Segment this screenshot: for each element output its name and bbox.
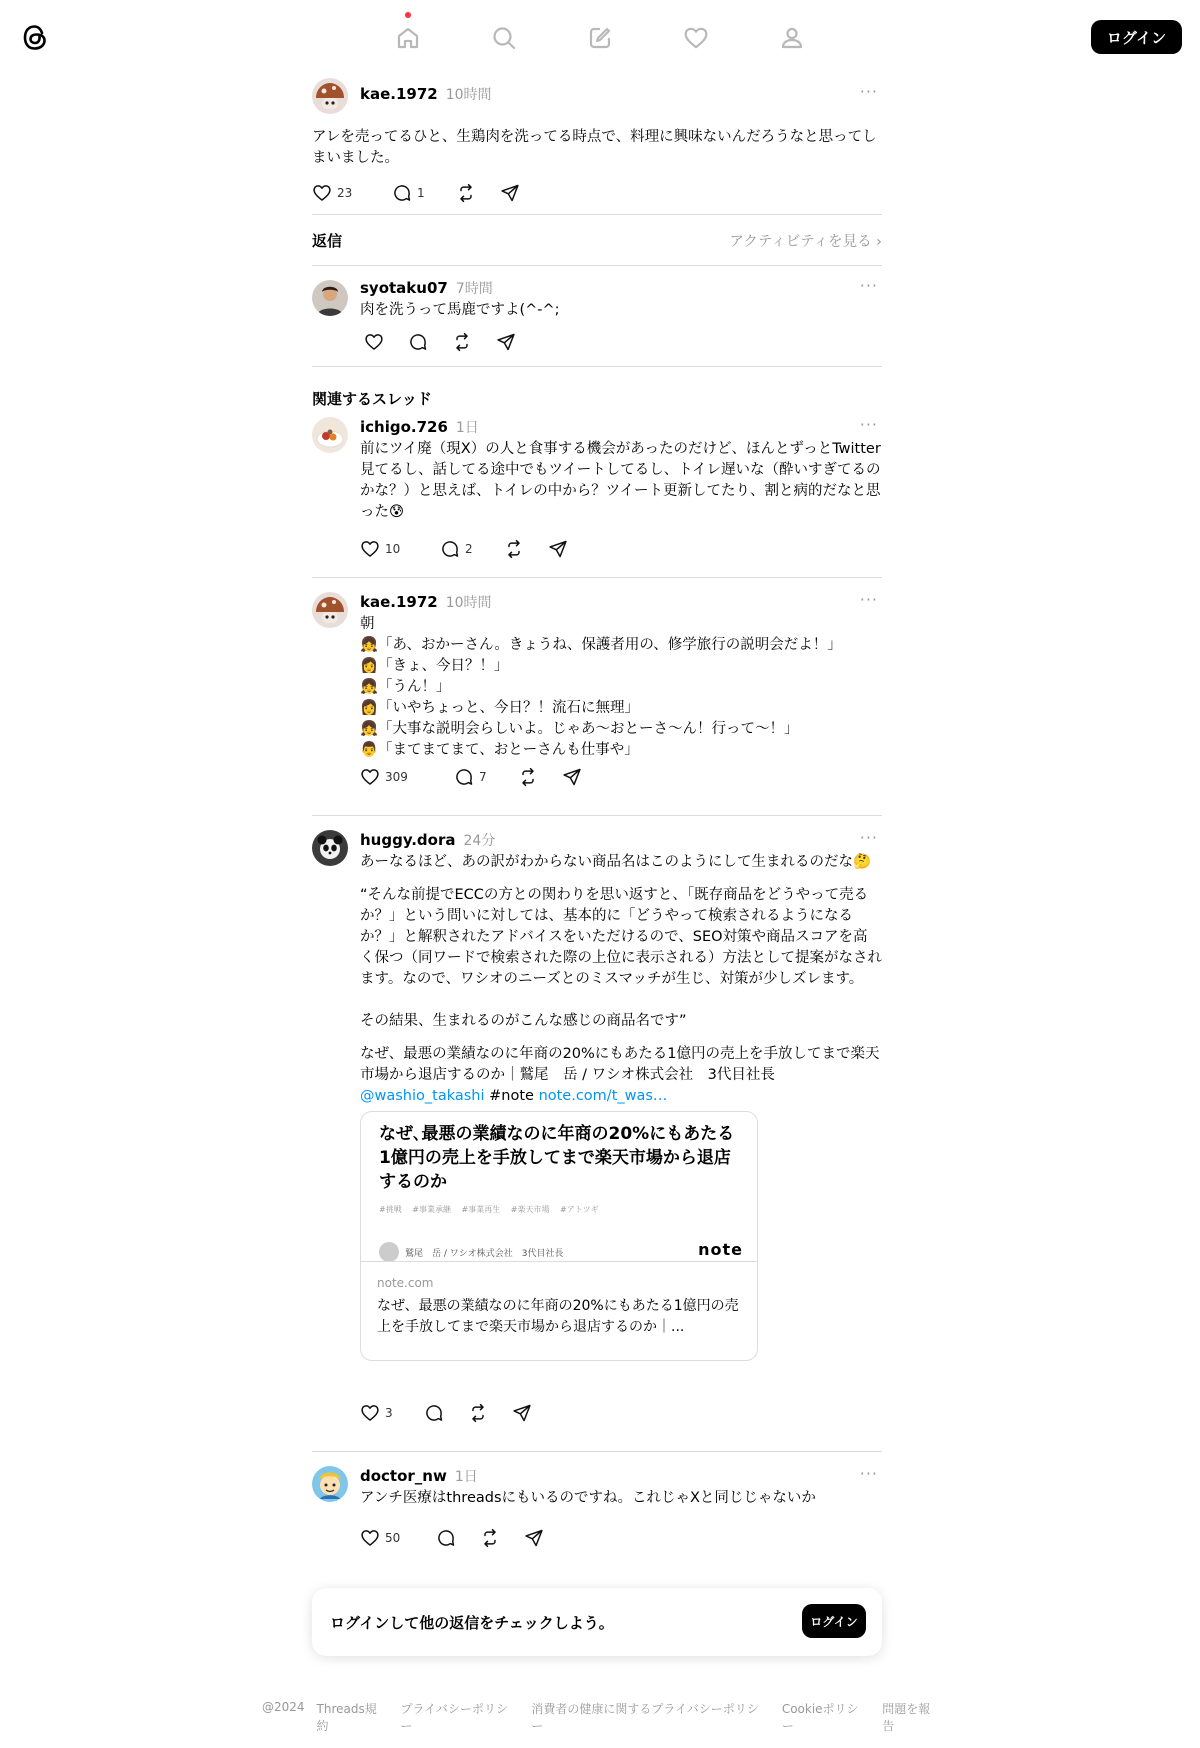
card-author: 鷲尾 岳 / ワシオ株式会社 3代目社長 — [379, 1242, 563, 1262]
more-options-icon[interactable]: ··· — [859, 415, 878, 434]
card-description: なぜ、最悪の業績なのに年商の20%にもあたる1億円の売上を手放してまで楽天市場から退店するのか｜... — [377, 1298, 739, 1335]
share-icon — [562, 767, 582, 787]
username[interactable]: kae.1972 — [360, 593, 438, 611]
card-image-title: なぜ､最悪の業績なのに年商の20%にもあたる1億円の売上を手放してまで楽天市場から退店するのか — [379, 1124, 735, 1192]
timestamp[interactable]: 1日 — [454, 1469, 478, 1485]
share-button[interactable] — [496, 332, 540, 352]
profile-icon — [779, 25, 805, 51]
like-button[interactable]: 50 — [360, 1528, 436, 1548]
post-header — [360, 278, 493, 298]
reply-button[interactable] — [408, 332, 452, 352]
footer-link-cookie[interactable]: Cookieポリシー — [781, 1702, 859, 1733]
footer-link-report[interactable]: 問題を報告 — [882, 1702, 931, 1733]
comment-icon — [440, 539, 460, 559]
copyright: @2024 — [262, 1700, 305, 1714]
more-options-icon[interactable]: ··· — [859, 276, 878, 295]
view-activity-link[interactable]: アクティビティを見る › — [729, 233, 882, 250]
login-prompt-button[interactable]: ログイン — [802, 1604, 866, 1638]
timestamp[interactable]: 24分 — [463, 833, 496, 849]
more-options-icon[interactable]: ··· — [859, 828, 878, 847]
post-header — [360, 830, 495, 850]
thread-column — [312, 76, 882, 1562]
reply-button[interactable] — [436, 1528, 480, 1548]
footer-link-health-privacy[interactable]: 消費者の健康に関するプライバシーポリシー — [531, 1702, 759, 1733]
heart-icon — [360, 767, 380, 787]
username[interactable]: doctor_nw — [360, 1467, 447, 1485]
like-button[interactable] — [364, 332, 408, 352]
related-title: 関連するスレッド — [312, 390, 432, 408]
share-icon — [500, 183, 520, 203]
repost-icon — [452, 332, 472, 352]
post-text: アンチ医療はthreadsにもいるのですね。これじゃXと同じじゃないか — [360, 1490, 816, 1506]
post-text: 肉を洗うって馬鹿ですよ(^-^; — [360, 302, 560, 318]
repost-button[interactable] — [452, 332, 496, 352]
reply-button[interactable]: 7 — [454, 767, 518, 787]
post-text: 前にツイ廃（現X）の人と食事する機会があったのだけど、ほんとずっとTwitter見てるし、話してる途中でもツイートしてるし、トイレ遅いな（酔いすぎてるのかな？）と思えば、トイレの中から？ツイート更新してたり、割と病的だなと思った😰 — [360, 441, 881, 520]
compose-icon — [587, 25, 613, 51]
post-actions — [364, 331, 540, 353]
main-post — [312, 76, 882, 214]
post-header — [360, 1466, 478, 1486]
repost-icon — [518, 767, 538, 787]
post-actions — [360, 1402, 556, 1424]
avatar[interactable] — [312, 1466, 348, 1502]
threads-logo-icon[interactable] — [18, 20, 52, 54]
link-preview-card[interactable] — [360, 1111, 758, 1361]
share-button[interactable] — [512, 1403, 556, 1423]
heart-icon — [683, 25, 709, 51]
footer-link-terms[interactable]: Threads規約 — [316, 1702, 377, 1733]
heart-icon — [360, 1528, 380, 1548]
share-icon — [496, 332, 516, 352]
share-button[interactable] — [500, 183, 544, 203]
post-actions — [360, 1527, 568, 1549]
post-text: その結果、生まれるのがこんな感じの商品名です” — [360, 1013, 687, 1029]
avatar[interactable] — [312, 280, 348, 316]
post-header — [360, 592, 492, 612]
reply-button[interactable]: 1 — [392, 183, 456, 203]
card-tags: #挑戦 #事業承継 #事業再生 #楽天市場 #アトツギ — [379, 1205, 599, 1214]
avatar[interactable] — [312, 78, 348, 114]
heart-icon — [364, 332, 384, 352]
post-actions — [360, 766, 606, 788]
username[interactable]: kae.1972 — [360, 85, 438, 103]
heart-icon — [312, 183, 332, 203]
like-button[interactable]: 10 — [360, 539, 440, 559]
home-indicator-dot — [405, 12, 411, 18]
card-image — [361, 1112, 758, 1262]
note-logo: note — [698, 1240, 743, 1259]
avatar[interactable] — [312, 417, 348, 453]
nav-compose[interactable] — [562, 10, 638, 66]
related-post — [312, 816, 882, 1451]
reply-button[interactable]: 2 — [440, 539, 504, 559]
comment-icon — [454, 767, 474, 787]
comment-icon — [424, 1403, 444, 1423]
more-options-icon[interactable]: ··· — [859, 590, 878, 609]
share-icon — [512, 1403, 532, 1423]
share-icon — [548, 539, 568, 559]
hashtag[interactable]: #note — [489, 1088, 534, 1104]
main-nav — [370, 10, 830, 66]
timestamp[interactable]: 1日 — [455, 420, 479, 436]
comment-icon — [408, 332, 428, 352]
related-header — [312, 367, 882, 409]
nav-home[interactable] — [370, 10, 446, 66]
footer — [262, 1700, 942, 1734]
username[interactable]: huggy.dora — [360, 831, 456, 849]
avatar[interactable] — [312, 592, 348, 628]
heart-icon — [360, 1403, 380, 1423]
timestamp[interactable]: 10時間 — [445, 595, 492, 611]
repost-button[interactable] — [468, 1403, 512, 1423]
home-icon — [395, 25, 421, 51]
reply-button[interactable] — [424, 1403, 468, 1423]
post-actions — [312, 182, 544, 204]
share-button[interactable] — [524, 1528, 568, 1548]
reply-post — [312, 266, 882, 366]
post-text: なぜ、最悪の業績なのに年商の20%にもあたる1億円の売上を手放してまで楽天市場から退店するのか｜鷲尾 岳 / ワシオ株式会社 3代目社長 @washio_takashi #note note.com/t_was… — [360, 1046, 880, 1104]
login-prompt-text: ログインして他の返信をチェックしよう。 — [330, 1614, 614, 1632]
more-options-icon[interactable]: ··· — [859, 82, 878, 101]
share-icon — [524, 1528, 544, 1548]
repost-button[interactable] — [480, 1528, 524, 1548]
footer-link-privacy[interactable]: プライバシーポリシー — [400, 1702, 508, 1733]
more-options-icon[interactable]: ··· — [859, 1464, 878, 1483]
post-text: “そんな前提でECCの方との関わりを思い返すと、「既存商品をどうやって売るか？」という問いに対しては、基本的に「どうやって検索されるようになるか？」と解釈されたアドバイスをいただけるので、SEO対策や商品スコアを高く保つ（同ワードで検索された際の上位に表示される）方法として提案がなされます。なので、ワシオのニーズとのミスマッチが生じ、対策が少しズレます。 — [360, 887, 882, 987]
repost-icon — [504, 539, 524, 559]
heart-icon — [360, 539, 380, 559]
timestamp[interactable]: 7時間 — [455, 281, 493, 297]
repost-button[interactable] — [518, 767, 562, 787]
like-button[interactable]: 309 — [360, 767, 454, 787]
post-text: あーなるほど、あの訳がわからない商品名はこのようにして生まれるのだな🤔 — [360, 854, 872, 870]
nav-search[interactable] — [466, 10, 542, 66]
repost-button[interactable] — [504, 539, 548, 559]
top-bar — [0, 0, 1200, 76]
avatar[interactable] — [312, 830, 348, 866]
post-text: 朝 👧「あ、おかーさん。きょうね、保護者用の、修学旅行の説明会だよ！」 👩「きょ、今日？！」 👧「うん！」 👩「いやちょっと、今日？！流石に無理」 👧「大事な説明会らしいよ。じゃあ〜おとーさ〜ん！行って〜！」 👨「まてまてまて、おとーさんも仕事や」 — [360, 616, 842, 758]
avatar — [379, 1242, 399, 1262]
login-button[interactable]: ログイン — [1091, 20, 1182, 54]
username[interactable]: ichigo.726 — [360, 418, 448, 436]
comment-icon — [436, 1528, 456, 1548]
repost-icon — [468, 1403, 488, 1423]
like-button[interactable]: 3 — [360, 1403, 424, 1423]
nav-activity[interactable] — [658, 10, 734, 66]
post-actions — [360, 538, 592, 560]
post-header — [360, 84, 492, 104]
repost-button[interactable] — [456, 183, 500, 203]
post-text: アレを売ってるひと、生鶏肉を洗ってる時点で、料理に興味ないんだろうなと思ってしまいました。 — [312, 129, 877, 166]
repost-icon — [456, 183, 476, 203]
share-button[interactable] — [548, 539, 592, 559]
related-post — [312, 1452, 882, 1562]
related-post — [312, 409, 882, 577]
replies-title: 返信 — [312, 231, 343, 250]
username[interactable]: syotaku07 — [360, 279, 448, 297]
post-header — [360, 417, 479, 437]
search-icon — [491, 25, 517, 51]
mention-link[interactable]: @washio_takashi — [360, 1088, 485, 1104]
timestamp[interactable]: 10時間 — [445, 87, 492, 103]
login-prompt-card — [312, 1588, 882, 1656]
comment-icon — [392, 183, 412, 203]
related-post — [312, 578, 882, 815]
card-domain: note.com — [377, 1276, 434, 1290]
url-link[interactable]: note.com/t_was… — [538, 1088, 668, 1104]
like-button[interactable]: 23 — [312, 183, 392, 203]
nav-profile[interactable] — [754, 10, 830, 66]
repost-icon — [480, 1528, 500, 1548]
replies-header — [312, 215, 882, 265]
share-button[interactable] — [562, 767, 606, 787]
